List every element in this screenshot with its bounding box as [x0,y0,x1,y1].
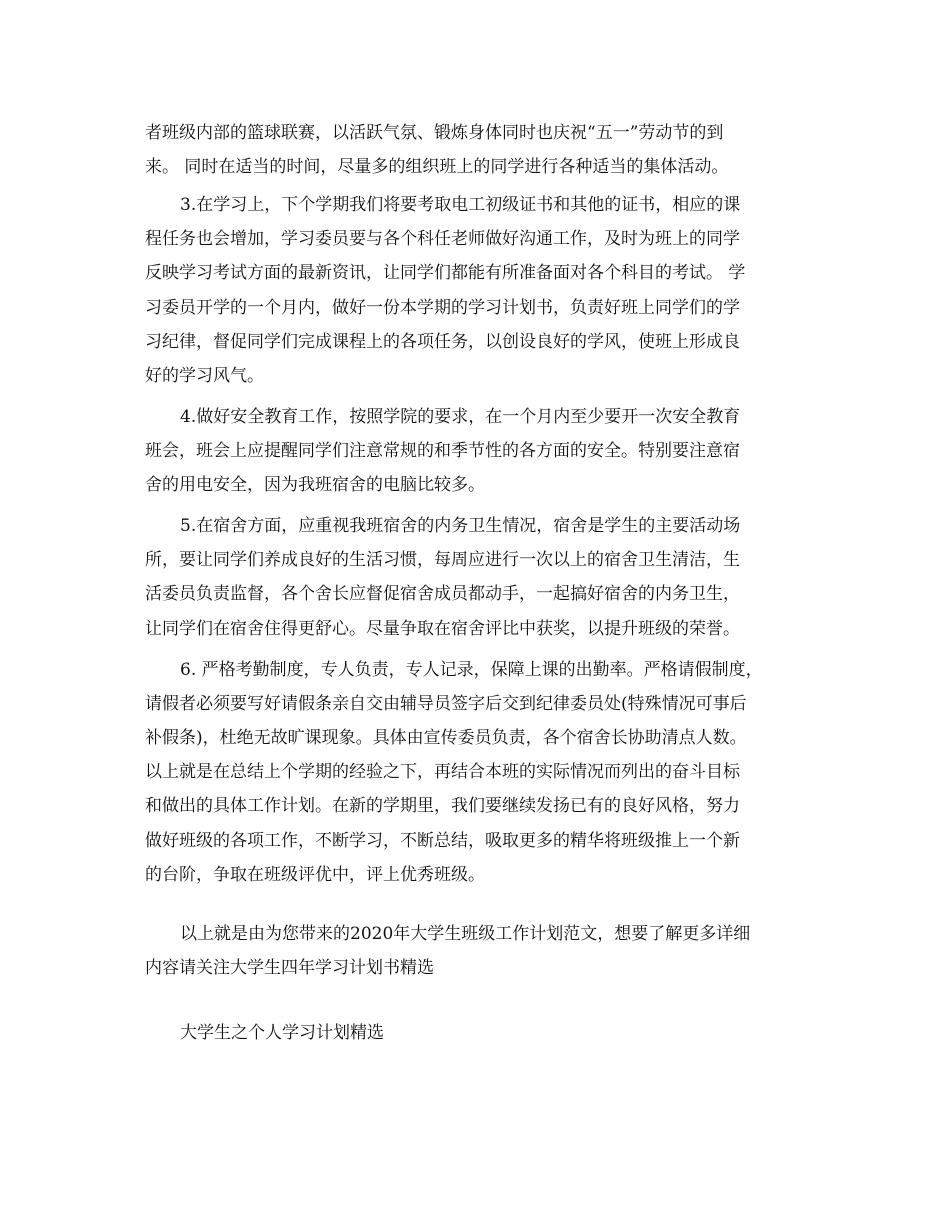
text-line: 的台阶，争取在班级评优中，评上优秀班级。 [145,865,485,885]
text-line: 来。 同时在适当的时间，尽量多的组织班上的同学进行各种适当的集体活动。 [145,157,729,177]
text-line: 习纪律，督促同学们完成课程上的各项任务，以创设良好的学风，使班上形成良 [145,332,740,352]
text-line: 6. 严格考勤制度，专人负责，专人记录，保障上课的出勤率。严格请假制度， [180,660,763,680]
text-line: 补假条)，杜绝无故旷课现象。具体由宣传委员负责，各个宿舍长协助清点人数。 [145,728,747,748]
text-line: 所，要让同学们养成良好的生活习惯，每周应进行一次以上的宿舍卫生清洁，生 [145,550,740,570]
text-line: 和做出的具体工作计划。在新的学期里，我们要继续发扬已有的良好风格，努力 [145,796,740,816]
text-line: 让同学们在宿舍住得更舒心。尽量争取在宿舍评比中获奖，以提升班级的荣誉。 [145,619,740,639]
text-line: 好的学习风气。 [145,366,264,386]
text-line: 5.在宿舍方面，应重视我班宿舍的内务卫生情况，宿舍是学生的主要活动场 [180,516,741,536]
text-line: 大学生之个人学习计划精选 [180,1023,384,1043]
text-line: 者班级内部的篮球联赛，以活跃气氛、锻炼身体同时也庆祝“五一”劳动节的到 [145,123,724,143]
text-line: 程任务也会增加，学习委员要与各个科任老师做好沟通工作，及时为班上的同学 [145,229,740,249]
text-line: 以上就是在总结上个学期的经验之下，再结合本班的实际情况而列出的奋斗目标 [145,762,740,782]
text-line: 班会，班会上应提醒同学们注意常规的和季节性的各方面的安全。特别要注意宿 [145,441,740,461]
text-line: 4.做好安全教育工作，按照学院的要求，在一个月内至少要开一次安全教育 [180,407,741,427]
text-line: 请假者必须要写好请假条亲自交由辅导员签字后交到纪律委员处(特殊情况可事后 [145,694,747,714]
text-line: 舍的用电安全，因为我班宿舍的电脑比较多。 [145,475,485,495]
text-line: 活委员负责监督，各个舍长应督促宿舍成员都动手，一起搞好宿舍的内务卫生， [145,584,740,604]
text-line: 反映学习考试方面的最新资讯，让同学们都能有所准备面对各个科目的考试。 学 [145,263,746,283]
text-line: 以上就是由为您带来的2020年大学生班级工作计划范文，想要了解更多详细 [180,924,751,944]
text-line: 习委员开学的一个月内，做好一份本学期的学习计划书，负责好班上同学们的学 [145,298,740,318]
text-line: 3.在学习上，下个学期我们将要考取电工初级证书和其他的证书，相应的课 [180,195,741,215]
text-line: 内容请关注大学生四年学习计划书精选 [145,958,434,978]
text-line: 做好班级的各项工作，不断学习，不断总结，吸取更多的精华将班级推上一个新 [145,831,740,851]
